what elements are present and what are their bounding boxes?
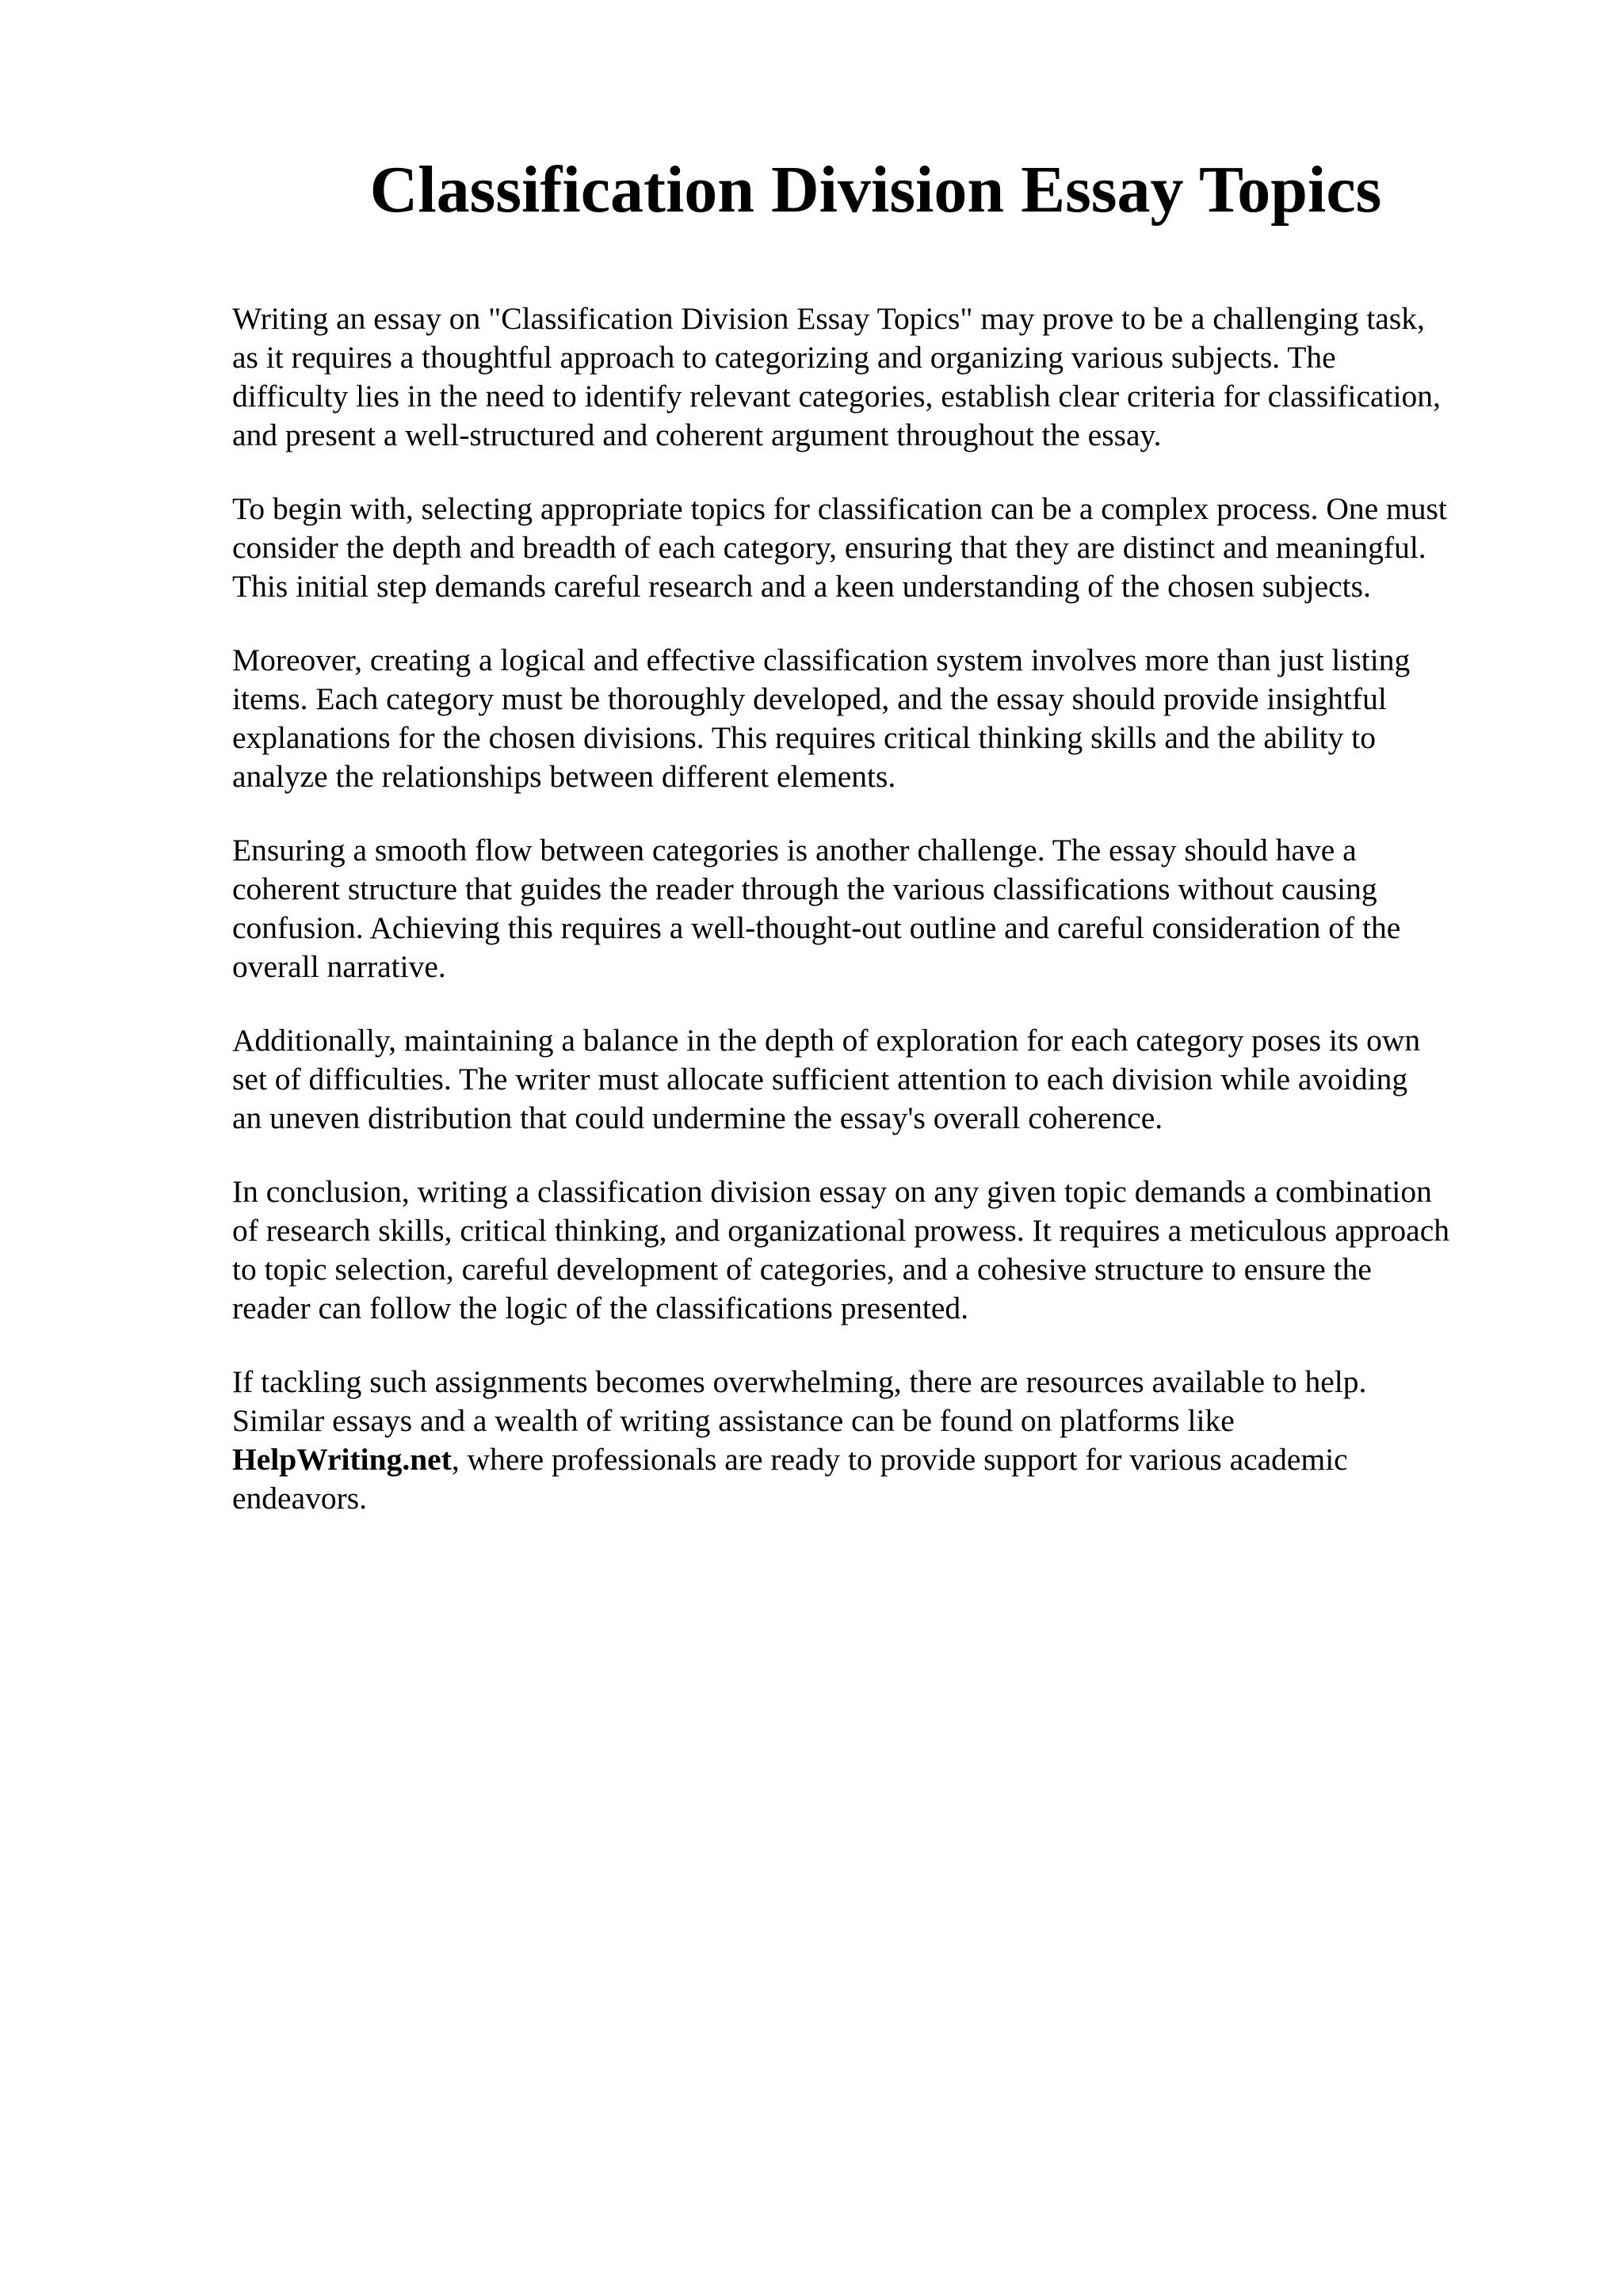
text-segment: , where professionals are ready to provide support for various academic: [451, 1442, 1348, 1477]
text-line: confusion. Achieving this requires a well-thought-out outline and careful consideration of the: [232, 910, 1401, 945]
text-line: coherent structure that guides the reader through the various classifications without causing: [232, 871, 1377, 906]
text-line: difficulty lies in the need to identify relevant categories, establish clear criteria for classification,: [232, 379, 1441, 414]
text-line: overall narrative.: [232, 949, 446, 984]
paragraph-4: [232, 831, 1532, 986]
text-line: items. Each category must be thoroughly developed, and the essay should provide insightful: [232, 681, 1387, 716]
paragraph-2: [232, 490, 1532, 606]
text-line: Moreover, creating a logical and effective classification system involves more than just listing: [232, 643, 1411, 677]
text-line: To begin with, selecting appropriate topics for classification can be a complex process. One must: [232, 491, 1447, 526]
text-line: If tackling such assignments becomes overwhelming, there are resources available to help.: [232, 1364, 1367, 1399]
text-line: of research skills, critical thinking, and organizational prowess. It requires a meticulous approach: [232, 1213, 1449, 1248]
text-line: analyze the relationships between different elements.: [232, 759, 896, 794]
text-line: reader can follow the logic of the classifications presented.: [232, 1291, 968, 1325]
text-line: Additionally, maintaining a balance in the depth of exploration for each category poses its own: [232, 1023, 1421, 1058]
text-line: set of difficulties. The writer must allocate sufficient attention to each division while avoiding: [232, 1062, 1408, 1097]
text-line: [232, 1440, 1532, 1479]
text-line: Similar essays and a wealth of writing assistance can be found on platforms like: [232, 1403, 1235, 1438]
text-line: Ensuring a smooth flow between categories is another challenge. The essay should have a: [232, 833, 1357, 868]
text-line: an uneven distribution that could undermine the essay's overall coherence.: [232, 1100, 1163, 1135]
document-body: [232, 299, 1532, 1553]
text-line: In conclusion, writing a classification division essay on any given topic demands a combination: [232, 1174, 1432, 1209]
text-line: This initial step demands careful research and a keen understanding of the chosen subjects.: [232, 569, 1371, 604]
text-line: to topic selection, careful development of categories, and a cohesive structure to ensure the: [232, 1252, 1372, 1287]
document-title: Classification Division Essay Topics: [369, 153, 1382, 227]
text-line: as it requires a thoughtful approach to categorizing and organizing various subjects. The: [232, 340, 1336, 375]
paragraph-3: [232, 641, 1532, 796]
paragraph-7: [232, 1363, 1532, 1518]
paragraph-5: [232, 1021, 1532, 1138]
text-line: explanations for the chosen divisions. This requires critical thinking skills and the ability to: [232, 720, 1376, 755]
paragraph-1: [232, 299, 1532, 455]
helpwriting-brand-text: HelpWriting.net: [232, 1442, 452, 1477]
text-line: consider the depth and breadth of each category, ensuring that they are distinct and meaningful.: [232, 530, 1426, 565]
text-line: endeavors.: [232, 1481, 367, 1516]
text-line: Writing an essay on "Classification Division Essay Topics" may prove to be a challenging task,: [232, 301, 1425, 336]
text-line: and present a well-structured and coherent argument throughout the essay.: [232, 418, 1162, 452]
paragraph-6: [232, 1173, 1532, 1328]
